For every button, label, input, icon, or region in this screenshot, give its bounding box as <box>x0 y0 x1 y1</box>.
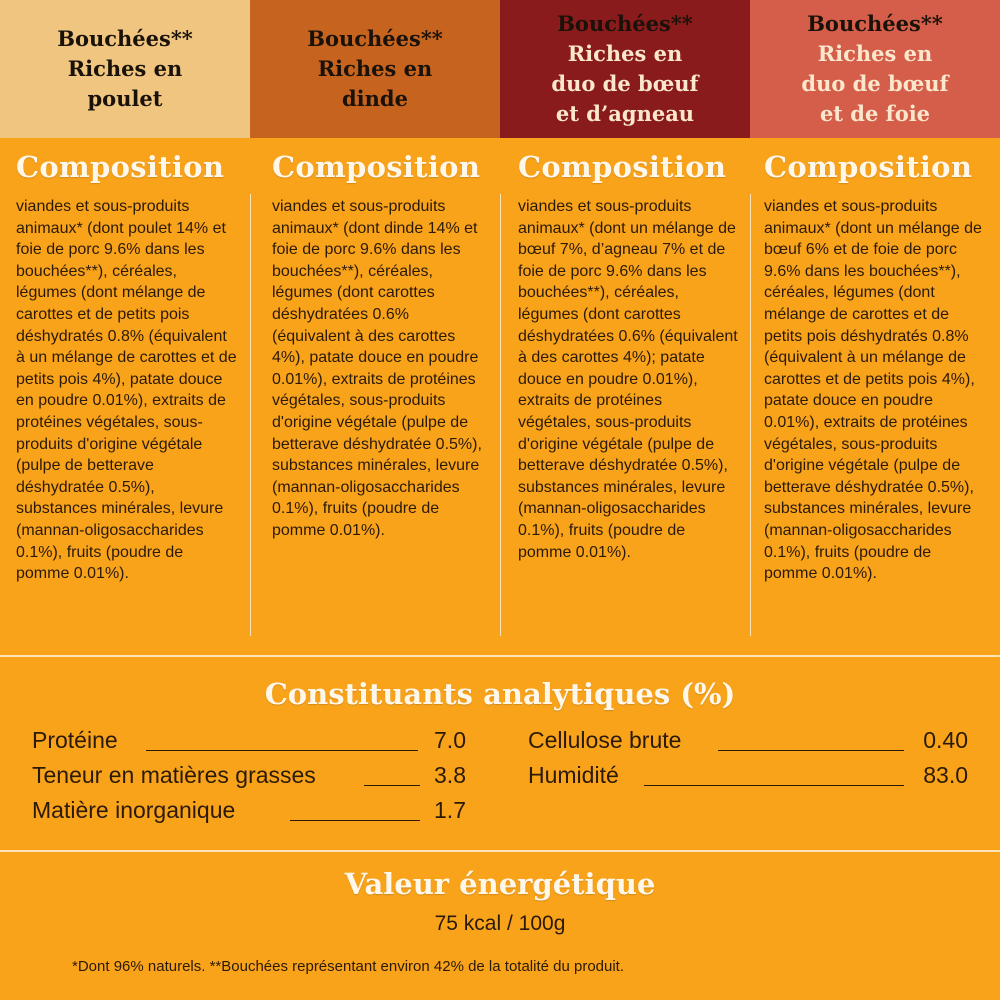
composition-text: viandes et sous-produits animaux* (dont dinde 14% et foie de porc 9.6% dans les bouchées**), céréales, légumes (dont carottes déshydratées 0.6% (équivalent à des carottes 4%), patate douce en poudre 0.01%), extraits de protéines végétales, sous-produits d'origine végétale (pulpe de betterave déshydratée 0.5%), substances minérales, levure (mannan-oligosaccharides 0.1%), fruits (poudre de pomme 0.01%). <box>272 198 482 539</box>
header-line: Bouchées** <box>307 26 443 51</box>
header-line: Bouchées** <box>807 11 943 36</box>
composition-title: Composition <box>16 150 225 184</box>
header-chicken <box>0 0 250 138</box>
composition-column-turkey <box>250 138 500 638</box>
header-turkey <box>250 0 500 138</box>
header-beef-lamb <box>500 0 750 138</box>
energy-value: 75 kcal / 100g <box>434 912 566 935</box>
header-line: Riches en <box>317 56 433 81</box>
header-line: Riches en <box>67 56 183 81</box>
analytical-label: Humidité <box>528 762 619 788</box>
analytical-value: 1.7 <box>434 797 466 823</box>
dotted-leader <box>364 785 420 786</box>
analytical-row-fat <box>32 758 466 792</box>
composition-column-beef-liver <box>750 138 1000 638</box>
composition-section <box>0 138 1000 656</box>
analytical-value: 3.8 <box>434 762 466 788</box>
analytical-label: Protéine <box>32 727 118 753</box>
analytical-label: Cellulose brute <box>528 727 682 753</box>
energy-section <box>0 852 1000 1000</box>
composition-title: Composition <box>764 150 973 184</box>
header-line: Bouchées** <box>557 11 693 36</box>
analytical-row-protein <box>32 723 466 757</box>
header-line: poulet <box>87 86 163 111</box>
composition-column-chicken <box>0 138 250 638</box>
analytical-value: 83.0 <box>923 762 968 788</box>
composition-title: Composition <box>272 150 481 184</box>
dotted-leader <box>644 785 904 786</box>
footnote: *Dont 96% naturels. **Bouchées représentant environ 42% de la totalité du produit. <box>72 958 625 975</box>
header-line: duo de bœuf <box>801 71 949 96</box>
header-line: duo de bœuf <box>551 71 699 96</box>
analytical-section <box>0 657 1000 850</box>
column-divider <box>750 194 751 636</box>
composition-text: viandes et sous-produits animaux* (dont un mélange de bœuf 7%, d’agneau 7% et de foie de porc 9.6% dans les bouchées**), céréales, légumes (dont carottes déshydratées 0.6% (équivalent à des carottes 4%); patate douce en poudre 0.01%), extraits de protéines végétales, sous-produits d'origine végétale (pulpe de betterave déshydratée 0.5%), substances minérales, levure (mannan-oligosaccharides 0.1%), fruits (poudre de pomme 0.01%). <box>518 198 738 561</box>
analytical-value: 0.40 <box>923 727 968 753</box>
header-line: Riches en <box>817 41 933 66</box>
analytical-row-ash <box>32 793 466 827</box>
composition-title: Composition <box>518 150 727 184</box>
header-line: et de foie <box>819 101 931 126</box>
header-line: dinde <box>342 86 408 111</box>
product-header-row <box>0 0 1000 138</box>
composition-text: viandes et sous-produits animaux* (dont poulet 14% et foie de porc 9.6% dans les bouchées**), céréales, légumes (dont mélange de carottes et de petits pois déshydratés 0.8% (équivalent à un mélange de carottes et de petits pois 4%), patate douce en poudre 0.01%), extraits de protéines végétales, sous-produits d'origine végétale (pulpe de betterave déshydratée 0.5%), substances minérales, levure (mannan-oligosaccharides 0.1%), fruits (poudre de pomme 0.01%). <box>16 198 237 583</box>
column-divider <box>250 194 251 636</box>
composition-column-beef-lamb <box>500 138 750 638</box>
header-line: Bouchées** <box>57 26 193 51</box>
energy-title: Valeur énergétique <box>344 867 656 901</box>
composition-text: viandes et sous-produits animaux* (dont un mélange de bœuf 6% et de foie de porc 9.6% dans les bouchées**), céréales, légumes (dont mélange de carottes et de petits pois déshydratés 0.8% (équivalent à un mélange de carottes et de petits pois 4%), patate douce en poudre 0.01%), extraits de protéines végétales, sous-produits d'origine végétale (pulpe de betterave déshydratée 0.5%), substances minérales, levure (mannan-oligosaccharides 0.1%), fruits (poudre de pomme 0.01%). <box>764 198 982 583</box>
header-beef-liver <box>750 0 1000 138</box>
analytical-label: Teneur en matières grasses <box>32 762 316 788</box>
analytical-row-moisture <box>528 758 968 792</box>
analytical-value: 7.0 <box>434 727 466 753</box>
column-divider <box>500 194 501 636</box>
analytical-label: Matière inorganique <box>32 797 236 823</box>
header-line: Riches en <box>567 41 683 66</box>
analytical-title: Constituants analytiques (%) <box>264 677 736 711</box>
header-line: et d’agneau <box>555 101 695 126</box>
dotted-leader <box>290 820 420 821</box>
analytical-row-fiber <box>528 723 968 757</box>
dotted-leader <box>718 750 904 751</box>
dotted-leader <box>146 750 418 751</box>
